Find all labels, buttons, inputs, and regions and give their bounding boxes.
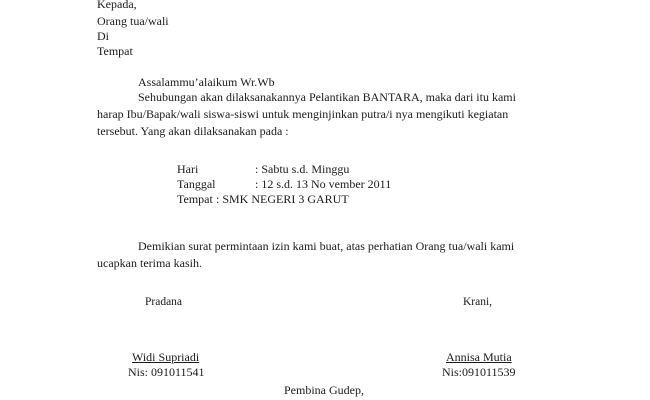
detail-date-label: Tanggal (177, 177, 216, 191)
signature-right-id: Nis:091011539 (442, 365, 516, 379)
greeting: Assalammu’alaikum Wr.Wb (138, 75, 275, 89)
signature-right-name: Annisa Mutia (446, 350, 512, 364)
address-tempat: Tempat (97, 44, 133, 58)
address-kepada: Kepada, (97, 0, 137, 11)
closing-line-1: Demikian surat permintaan izin kami buat, atas perhatian Orang tua/wali kami (138, 239, 515, 253)
address-orang-tua: Orang tua/wali (97, 14, 169, 28)
address-di: Di (97, 29, 109, 43)
intro-line-2: harap Ibu/Bapak/wali siswa-siswi untuk menginjinkan putra/i nya mengikuti kegiatan (97, 107, 509, 121)
closing-line-2: ucapkan terima kasih. (97, 256, 202, 270)
signature-left-name: Widi Supriadi (132, 350, 200, 364)
intro-line-1: Sehubungan akan dilaksanakannya Pelantikan BANTARA, maka dari itu kami (138, 90, 516, 104)
signature-right-role: Krani, (463, 296, 493, 308)
detail-place-value: : SMK NEGERI 3 GARUT (216, 192, 349, 206)
intro-line-3: tersebut. Yang akan dilaksanakan pada : (97, 124, 289, 138)
detail-date-value: : 12 s.d. 13 No vember 2011 (255, 177, 392, 191)
signature-left-role: Pradana (145, 296, 183, 308)
signature-left-id: Nis: 091011541 (128, 365, 205, 379)
detail-day-value: : Sabtu s.d. Minggu (255, 162, 350, 176)
detail-day-label: Hari (177, 162, 199, 176)
signature-bottom-role: Pembina Gudep, (284, 383, 364, 397)
detail-place-label: Tempat (177, 192, 213, 206)
